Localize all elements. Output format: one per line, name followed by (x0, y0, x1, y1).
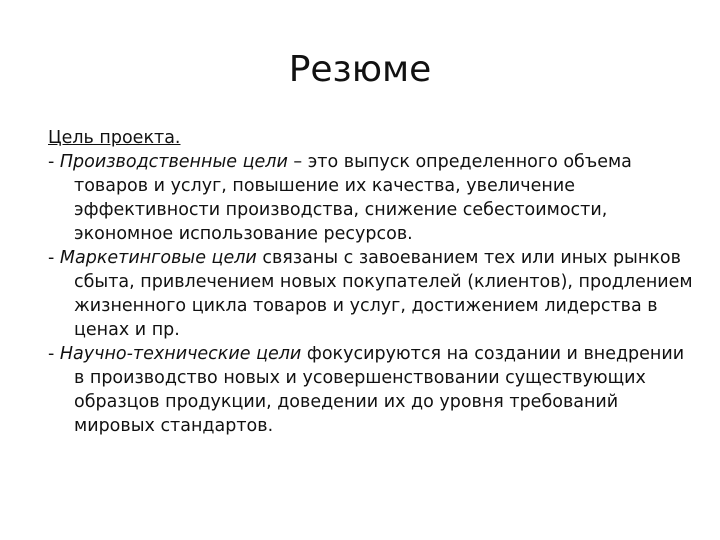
goal-heading: Цель проекта. (48, 128, 181, 148)
item-dash: - (48, 344, 60, 364)
goal-item-marketing (48, 246, 698, 342)
item-dash: - (48, 152, 60, 172)
item-text: связаны с завоеванием тех или иных рынков сбыта, привлечением новых покупателей (клиентов), продлением жизненного цикла товаров и услуг, достижением лидерства в ценах и пр. (74, 248, 693, 340)
goal-item-scientific (48, 342, 698, 438)
slide-body (48, 126, 698, 438)
item-term: Маркетинговые цели (59, 248, 257, 268)
item-text: – это выпуск определенного объема товаров и услуг, повышение их качества, увеличение эффективности производства, снижение себестоимости, экономное использование ресурсов. (74, 152, 632, 244)
slide-title: Резюме (288, 49, 432, 90)
item-term: Производственные цели (59, 152, 288, 172)
item-text: фокусируются на создании и внедрении в производство новых и усовершенствовании существующих образцов продукции, доведении их до уровня требований мировых стандартов. (74, 344, 685, 436)
goal-item-production (48, 150, 698, 246)
item-term: Научно-технические цели (59, 344, 302, 364)
item-dash: - (48, 248, 60, 268)
